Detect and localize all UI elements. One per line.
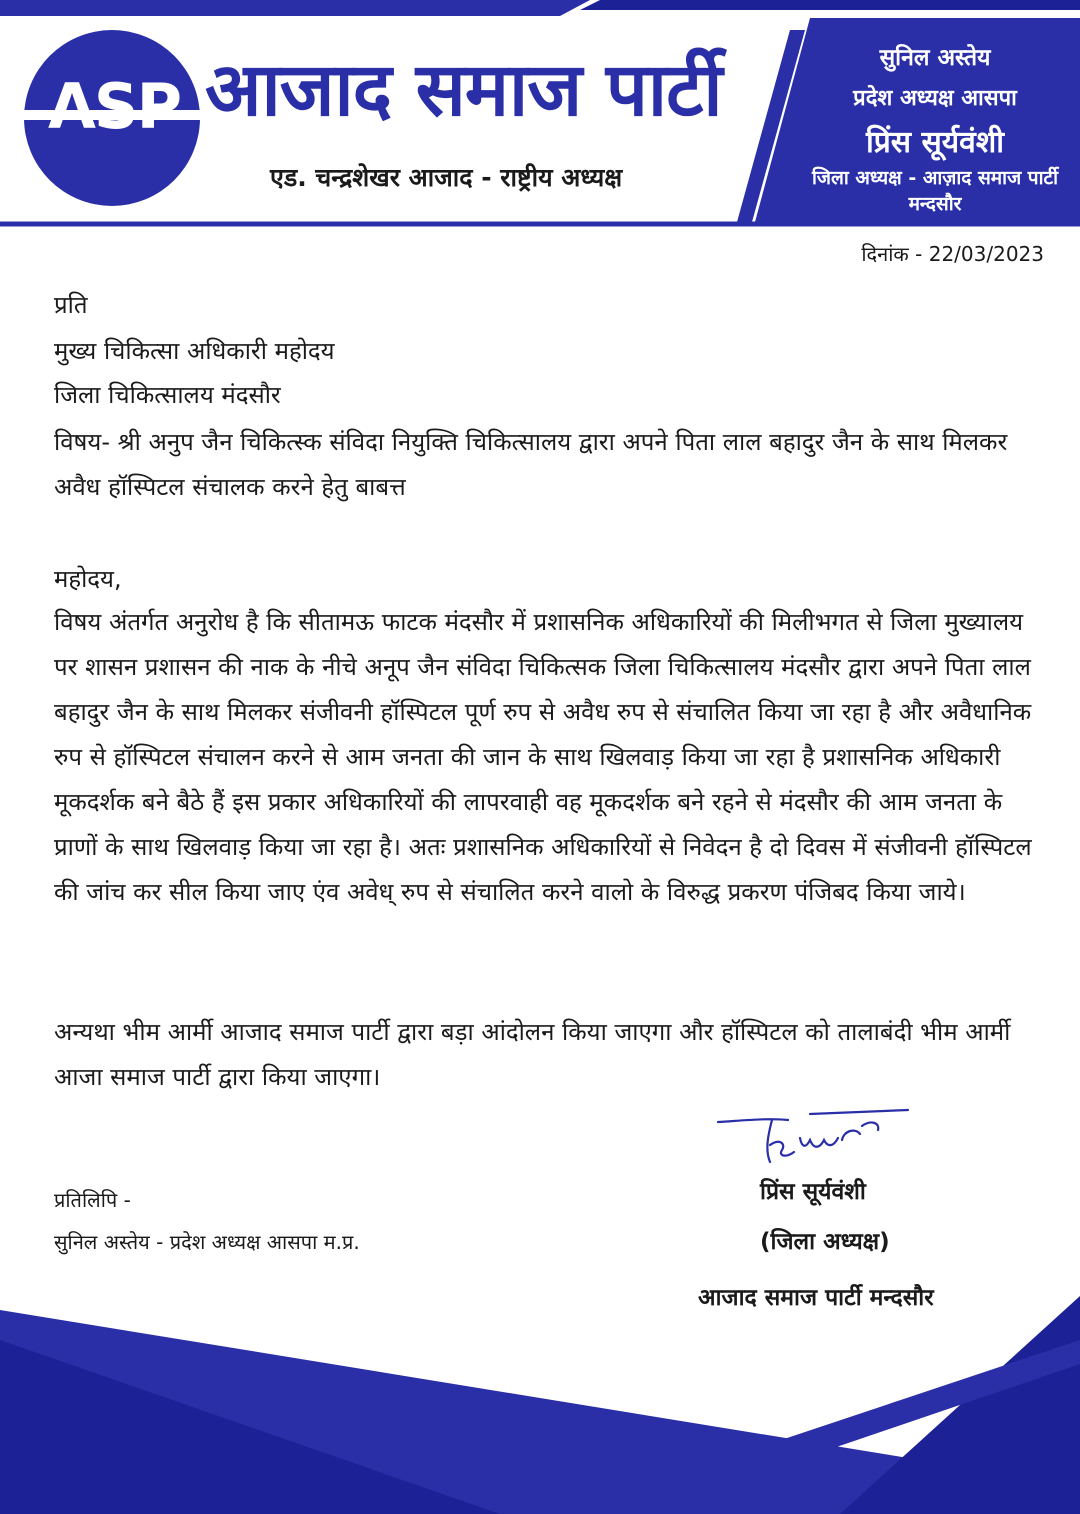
to-label: प्रति: [54, 291, 88, 319]
letter-subject: विषय- श्री अनुप जैन चिकित्स्क संविदा नियुक्ति चिकित्सालय द्वारा अपने पिता लाल बहादुर जैन के साथ मिलकर अवैध हॉस्पिटल संचालक करने हेतु बाबत्त: [54, 428, 1008, 501]
salutation: महोदय,: [54, 565, 122, 593]
recipient-title: मुख्य चिकित्सा अधिकारी महोदय: [54, 337, 335, 365]
letterhead: [0, 0, 1080, 230]
body-paragraph-1: विषय अंतर्गत अनुरोध है कि सीतामऊ फाटक मंदसौर में प्रशासनिक अधिकारियों की मिलीभगत से जिला मुख्यालय पर शासन प्रशासन की नाक के नीचे अनूप जैन संविदा चिकित्सक जिला चिकित्सालय मंदसौर द्वारा अपने पिता लाल बहादुर जैन के साथ मिलकर संजीवनी हॉस्पिटल पूर्ण रुप से अवैध रुप से संचालित किया जा रहा है और अवैधानिक रुप से हॉस्पिटल संचालन करने से आम जनता की जान के साथ खिलवाड़ किया जा रहा है प्रशासनिक अधिकारी मूकदर्शक बने बैठे हैं इस प्रकार अधिकारियों की लापरवाही वह मूकदर्शक बने रहने से मंदसौर की आम जनता के प्राणों के साथ खिलवाड़ किया जा रहा है। अतः प्रशासनिक अधिकारियों से निवेदन है दो दिवस में संजीवनी हॉस्पिटल की जांच कर सील किया जाए एंव अवेध् रुप से संचालित करने वालो के विरुद्ध प्रकरण पंजिबद किया जाये।: [54, 608, 1032, 906]
recipient-office: जिला चिकित्सालय मंदसौर: [54, 381, 281, 409]
signatory-name: प्रिंस सूर्यवंशी: [760, 1179, 866, 1205]
party-name: आजाद समाज पार्टी: [205, 47, 722, 133]
district-name: मन्दसौर: [908, 193, 962, 215]
state-president-name: सुनिल अस्तेय: [879, 45, 991, 71]
signatory-org: आजाद समाज पार्टी मन्दसौर: [698, 1285, 934, 1311]
state-president-title: प्रदेश अध्यक्ष आसपा: [853, 86, 1017, 111]
district-president-title: जिला अध्यक्ष - आज़ाद समाज पार्टी: [811, 167, 1059, 189]
signature-image: [710, 1100, 910, 1170]
signatory-title: (जिला अध्यक्ष): [760, 1229, 890, 1255]
party-logo: ASP: [47, 70, 181, 143]
district-president-name: प्रिंस सूर्यवंशी: [865, 125, 1005, 160]
cc-recipient: सुनिल अस्तेय - प्रदेश अध्यक्ष आसपा म.प्र.: [54, 1230, 360, 1254]
body-paragraph-2: अन्यथा भीम आर्मी आजाद समाज पार्टी द्वारा बड़ा आंदोलन किया जाएगा और हॉस्पिटल को तालाबंदी भीम आर्मी आजा समाज पार्टी द्वारा किया जाएगा।: [54, 1018, 1011, 1091]
national-president: एड. चन्द्रशेखर आजाद - राष्ट्रीय अध्यक्ष: [270, 163, 623, 192]
cc-label: प्रतिलिपि -: [54, 1188, 131, 1212]
letter-date: दिनांक - 22/03/2023: [861, 242, 1044, 266]
footer-graphic: [0, 1280, 1080, 1514]
